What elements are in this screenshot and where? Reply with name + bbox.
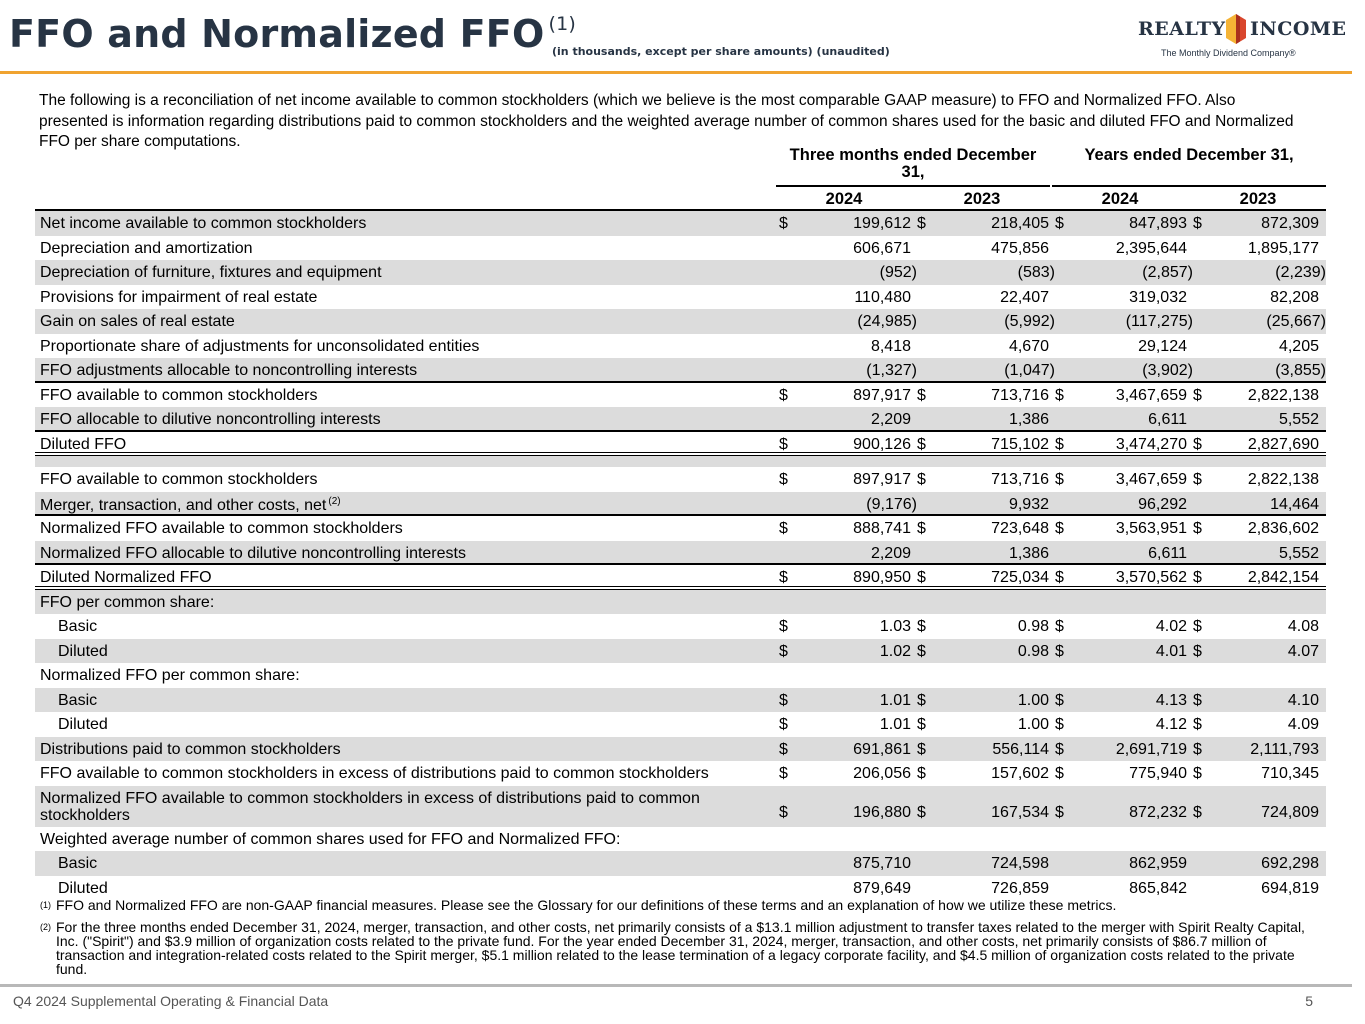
row-label-text: Normalized FFO available to common stockholders in excess of distributions paid to common stockholders <box>40 789 700 824</box>
table-row <box>35 432 1326 457</box>
row-label <box>58 618 97 636</box>
cell-value: 1.00 <box>1017 716 1049 733</box>
intro-paragraph: The following is a reconciliation of net income available to common stockholders (which we believe is the most comparable GAAP measure) to FFO and Normalized FFO. Also presented is information regarding distributions paid to common stockholders and the weighted average number of common shares used for the basic and diluted FFO and Normalized FFO per share computations. <box>39 92 1294 150</box>
footnote-2-text: For the three months ended December 31, 2024, merger, transaction, and other costs, net primarily consists of a $13.1 million adjustment to transfer taxes related to the merger with Spirit Realty Capital, Inc. ("Spirit") and $3.9 million of organization costs related to the private fund. For the year ended December 31, 2024, merger, transaction, and other costs, net primarily consists of $86.7 million of transaction and integration-related costs related to the Spirit merger, $5.1 million related to the lease termination of a legacy corporate facility, and $4.5 million of organization costs related to the private fund. <box>56 919 1305 977</box>
cell-value: 2,395,644 <box>1115 239 1187 257</box>
row-label-text: Weighted average number of common shares used for FFO and Normalized FFO: <box>40 830 621 848</box>
year-header: 2024 <box>1101 190 1139 208</box>
table-row <box>35 516 1326 541</box>
row-label <box>40 436 126 454</box>
cell-value: 475,856 <box>991 239 1049 257</box>
row-label <box>58 643 108 661</box>
cell-value: 157,602 <box>991 765 1049 782</box>
currency-symbol: $ <box>779 386 788 404</box>
row-label <box>40 362 417 380</box>
footer-rule <box>0 984 1352 987</box>
cell-value: 6,611 <box>1148 411 1187 428</box>
currency-symbol: $ <box>779 520 788 537</box>
currency-symbol: $ <box>1193 803 1202 821</box>
currency-symbol: $ <box>1055 740 1064 758</box>
cell-value: 196,880 <box>853 803 911 821</box>
row-label <box>40 471 317 489</box>
cell-value: 14,464 <box>1270 495 1319 513</box>
currency-symbol: $ <box>779 471 788 488</box>
table-row <box>35 786 1326 827</box>
cell-value: 4.13 <box>1155 691 1187 709</box>
row-label-text: Gain on sales of real estate <box>40 313 235 330</box>
currency-symbol: $ <box>1055 618 1064 635</box>
row-label-text: Proportionate share of adjustments for unconsolidated entities <box>40 337 480 355</box>
page-number: 5 <box>1305 993 1313 1009</box>
row-label-text: FFO available to common stockholders <box>40 471 318 488</box>
currency-symbol: $ <box>1055 471 1064 488</box>
row-label-text: Normalized FFO available to common stockholders <box>40 520 403 537</box>
cell-value: (3,902) <box>1142 362 1193 379</box>
cell-value: 725,034 <box>991 569 1049 586</box>
logo-word-left: REALTY <box>1138 18 1226 40</box>
cell-value: 2,822,138 <box>1247 386 1319 404</box>
cell-value: 29,124 <box>1138 337 1187 355</box>
row-label-text: Basic <box>58 855 98 872</box>
row-label <box>40 264 382 282</box>
row-label <box>58 692 97 710</box>
currency-symbol: $ <box>917 642 926 660</box>
cell-value: 724,809 <box>1261 803 1319 821</box>
cell-value: 3,570,562 <box>1115 569 1187 586</box>
cell-value: 4.09 <box>1287 716 1319 733</box>
cell-value: 897,917 <box>853 386 911 404</box>
table-row <box>35 211 1326 236</box>
row-label <box>40 338 479 356</box>
cell-value: 710,345 <box>1261 765 1319 782</box>
cell-value: (1,327) <box>866 362 917 379</box>
cell-value: (24,985) <box>857 313 917 330</box>
row-label-text: FFO per common share: <box>40 593 215 611</box>
cell-value: 1.03 <box>879 618 911 635</box>
currency-symbol: $ <box>917 716 926 733</box>
cell-value: 875,710 <box>853 855 911 872</box>
row-label <box>40 240 253 258</box>
logo-tagline: The Monthly Dividend Company® <box>1161 48 1296 58</box>
currency-symbol: $ <box>917 618 926 635</box>
row-label <box>40 545 466 563</box>
table-row <box>35 663 1326 688</box>
currency-symbol: $ <box>1055 215 1064 232</box>
cell-value: 9,932 <box>1008 495 1049 513</box>
row-label-text: Diluted <box>58 879 108 897</box>
cell-value: 8,418 <box>870 337 911 355</box>
row-label <box>40 496 341 515</box>
row-label <box>40 741 341 759</box>
table-row <box>35 260 1326 285</box>
cell-value: 0.98 <box>1017 618 1049 635</box>
cell-value: (3,855) <box>1275 362 1326 379</box>
currency-symbol: $ <box>917 386 926 404</box>
cell-value: 5,552 <box>1278 544 1319 562</box>
currency-symbol: $ <box>917 691 926 709</box>
currency-symbol: $ <box>1193 765 1202 782</box>
cell-value: (117,275) <box>1125 313 1193 330</box>
row-label <box>40 313 235 331</box>
currency-symbol: $ <box>779 618 788 635</box>
currency-symbol: $ <box>1193 740 1202 758</box>
cell-value: (2,857) <box>1142 264 1193 281</box>
cell-value: 1.01 <box>879 691 911 709</box>
cell-value: 713,716 <box>991 386 1049 404</box>
currency-symbol: $ <box>917 765 926 782</box>
currency-symbol: $ <box>1055 642 1064 660</box>
cell-value: 4.01 <box>1155 642 1187 660</box>
row-label <box>40 387 317 405</box>
year-header: 2024 <box>825 190 863 208</box>
page-title: FFO and Normalized FFO $^{(1)}$ <box>9 12 576 56</box>
cell-value: 1.01 <box>879 716 911 733</box>
cell-value: 713,716 <box>991 471 1049 488</box>
currency-symbol: $ <box>917 471 926 488</box>
footer-report-name: Q4 2024 Supplemental Operating & Financial Data <box>13 993 329 1009</box>
currency-symbol: $ <box>1193 716 1202 733</box>
cell-value: (25,667) <box>1266 313 1326 330</box>
currency-symbol: $ <box>779 691 788 709</box>
currency-symbol: $ <box>1055 386 1064 404</box>
currency-symbol: $ <box>1193 435 1202 453</box>
cell-value: 872,232 <box>1129 803 1187 821</box>
row-label <box>40 765 709 783</box>
cell-value: 847,893 <box>1129 215 1187 232</box>
currency-symbol: $ <box>779 716 788 733</box>
table-row <box>35 712 1326 737</box>
cell-value: (2,239) <box>1275 264 1326 281</box>
cell-value: 862,959 <box>1129 855 1187 872</box>
currency-symbol: $ <box>1193 569 1202 586</box>
cell-value: 888,741 <box>853 520 911 537</box>
cell-value: 2,836,602 <box>1247 520 1319 537</box>
table-row <box>35 358 1326 383</box>
footnote-1 <box>40 898 1320 912</box>
cell-value: 865,842 <box>1129 879 1187 897</box>
logo-mark-icon <box>1224 14 1248 44</box>
cell-value: 2,209 <box>870 411 911 428</box>
row-label-text: FFO allocable to dilutive noncontrolling interests <box>40 411 381 428</box>
table-row <box>35 334 1326 359</box>
row-label-text: FFO available to common stockholders in excess of distributions paid to common stockholders <box>40 765 709 782</box>
cell-value: 900,126 <box>853 435 911 453</box>
table-row <box>35 467 1326 492</box>
page-subtitle: (in thousands, except per share amounts) (unaudited) <box>552 45 890 58</box>
row-label <box>40 594 214 612</box>
currency-symbol: $ <box>779 569 788 586</box>
cell-value: 2,827,690 <box>1247 435 1319 453</box>
footnote-2-mark: (2) <box>40 922 51 932</box>
row-label <box>40 289 317 307</box>
cell-value: 218,405 <box>991 215 1049 232</box>
cell-value: 897,917 <box>853 471 911 488</box>
year-header: 2023 <box>1239 190 1277 208</box>
header-rule <box>0 71 1352 74</box>
cell-value: 4.07 <box>1287 642 1319 660</box>
cell-value: 691,861 <box>853 740 911 758</box>
column-group-rule <box>1052 185 1326 187</box>
cell-value: 96,292 <box>1138 495 1187 513</box>
cell-value: 82,208 <box>1270 288 1319 306</box>
cell-value: 2,822,138 <box>1247 471 1319 488</box>
cell-value: (952) <box>879 264 917 281</box>
row-label-text: FFO adjustments allocable to noncontrolling interests <box>40 362 418 379</box>
table-row <box>35 590 1326 615</box>
row-label <box>58 716 108 734</box>
row-label-text: Diluted <box>58 716 108 733</box>
currency-symbol: $ <box>1193 215 1202 232</box>
cell-value: 2,691,719 <box>1115 740 1187 758</box>
logo-word-right: INCOME <box>1250 18 1347 40</box>
cell-value: (9,176) <box>866 495 917 513</box>
row-label-text: Provisions for impairment of real estate <box>40 288 318 306</box>
column-group-years: Years ended December 31, <box>1084 146 1294 164</box>
table-row <box>35 639 1326 664</box>
cell-value: 206,056 <box>853 765 911 782</box>
cell-value: 694,819 <box>1261 879 1319 897</box>
row-label <box>58 855 97 873</box>
cell-value: 715,102 <box>991 435 1049 453</box>
row-label-text: Depreciation of furniture, fixtures and equipment <box>40 264 382 281</box>
table-row <box>35 565 1326 590</box>
row-label <box>40 790 760 824</box>
column-group-three-months: Three months ended December 31, <box>789 146 1037 181</box>
footnote-2 <box>40 920 1320 976</box>
row-label-text: Diluted <box>58 642 108 660</box>
ffo-reconciliation-table <box>35 209 1326 900</box>
currency-symbol: $ <box>1055 765 1064 782</box>
table-row <box>35 407 1326 432</box>
row-label-text: Depreciation and amortization <box>40 239 253 257</box>
cell-value: 4.08 <box>1287 618 1319 635</box>
row-label <box>40 520 403 538</box>
row-label <box>40 667 300 685</box>
cell-value: 2,842,154 <box>1247 569 1319 586</box>
cell-value: 6,611 <box>1148 544 1187 562</box>
cell-value: 3,563,951 <box>1115 520 1187 537</box>
cell-value: 879,649 <box>853 879 911 897</box>
cell-value: 4,205 <box>1278 337 1319 355</box>
table-spacer-row <box>35 456 1326 467</box>
column-group-rule <box>776 185 1050 187</box>
row-label-text: Basic <box>58 691 98 709</box>
currency-symbol: $ <box>917 435 926 453</box>
row-label-text: Basic <box>58 618 98 635</box>
cell-value: 4.12 <box>1155 716 1187 733</box>
table-row <box>35 309 1326 334</box>
table-row <box>35 737 1326 762</box>
cell-value: 5,552 <box>1278 411 1319 428</box>
row-label-text: Normalized FFO per common share: <box>40 667 300 684</box>
table-row <box>35 614 1326 639</box>
cell-value: 1,386 <box>1008 411 1049 428</box>
cell-value: 1,895,177 <box>1247 239 1319 257</box>
row-label <box>40 569 212 587</box>
currency-symbol: $ <box>1193 471 1202 488</box>
table-row <box>35 761 1326 786</box>
cell-value: 1,386 <box>1008 544 1049 562</box>
cell-value: 606,671 <box>853 239 911 257</box>
currency-symbol: $ <box>917 740 926 758</box>
cell-value: 726,859 <box>991 879 1049 897</box>
cell-value: (5,992) <box>1004 313 1055 330</box>
year-header: 2023 <box>963 190 1001 208</box>
currency-symbol: $ <box>917 520 926 537</box>
table-row <box>35 236 1326 261</box>
cell-value: 2,209 <box>870 544 911 562</box>
currency-symbol: $ <box>779 740 788 758</box>
currency-symbol: $ <box>1193 520 1202 537</box>
cell-value: (1,047) <box>1004 362 1055 379</box>
cell-value: 724,598 <box>991 855 1049 872</box>
cell-value: 319,032 <box>1129 288 1187 306</box>
table-row <box>35 285 1326 310</box>
currency-symbol: $ <box>1055 691 1064 709</box>
currency-symbol: $ <box>1193 618 1202 635</box>
currency-symbol: $ <box>779 642 788 660</box>
footnote-1-mark: (1) <box>40 900 51 910</box>
table-row <box>35 383 1326 408</box>
table-row <box>35 851 1326 876</box>
currency-symbol: $ <box>779 803 788 821</box>
currency-symbol: $ <box>917 569 926 586</box>
cell-value: 1.00 <box>1017 691 1049 709</box>
table-row <box>35 541 1326 566</box>
currency-symbol: $ <box>1055 569 1064 586</box>
table-row <box>35 827 1326 852</box>
row-label-text: Normalized FFO allocable to dilutive noncontrolling interests <box>40 544 466 562</box>
footnote-1-text: FFO and Normalized FFO are non-GAAP financial measures. Please see the Glossary for our definitions of these terms and an explanation of how we utilize these metrics. <box>56 897 1117 913</box>
cell-value: 167,534 <box>991 803 1049 821</box>
cell-value: 4.10 <box>1287 691 1319 709</box>
cell-value: 2,111,793 <box>1250 740 1319 758</box>
row-label-text: Net income available to common stockholders <box>40 215 367 232</box>
cell-value: (583) <box>1017 264 1055 281</box>
row-label-text: Diluted FFO <box>40 435 127 453</box>
cell-value: 3,474,270 <box>1115 435 1187 453</box>
cell-value: 110,480 <box>854 288 911 306</box>
cell-value: 0.98 <box>1017 642 1049 660</box>
row-footnote-mark: (2) <box>328 495 341 507</box>
row-label-text: Distributions paid to common stockholders <box>40 740 341 758</box>
cell-value: 3,467,659 <box>1115 386 1187 404</box>
currency-symbol: $ <box>779 215 788 232</box>
currency-symbol: $ <box>1055 803 1064 821</box>
cell-value: 556,114 <box>992 740 1049 758</box>
row-label-text: Merger, transaction, and other costs, net <box>40 496 327 514</box>
cell-value: 3,467,659 <box>1115 471 1187 488</box>
realty-income-logo <box>1138 14 1347 62</box>
currency-symbol: $ <box>1193 691 1202 709</box>
currency-symbol: $ <box>1055 435 1064 453</box>
cell-value: 890,950 <box>853 569 911 586</box>
currency-symbol: $ <box>779 435 788 453</box>
row-label <box>40 215 366 233</box>
row-label-text: Diluted Normalized FFO <box>40 569 212 586</box>
cell-value: 4.02 <box>1155 618 1187 635</box>
cell-value: 1.02 <box>879 642 911 660</box>
cell-value: 723,648 <box>991 520 1049 537</box>
cell-value: 4,670 <box>1008 337 1049 355</box>
currency-symbol: $ <box>917 803 926 821</box>
currency-symbol: $ <box>1055 520 1064 537</box>
title-footnote-mark: (1) <box>548 13 576 35</box>
cell-value: 22,407 <box>1000 288 1049 306</box>
row-label-text: FFO available to common stockholders <box>40 386 318 404</box>
row-label <box>40 411 381 429</box>
row-label <box>40 831 620 849</box>
currency-symbol: $ <box>1055 716 1064 733</box>
cell-value: 775,940 <box>1129 765 1187 782</box>
currency-symbol: $ <box>917 215 926 232</box>
currency-symbol: $ <box>1193 386 1202 404</box>
currency-symbol: $ <box>1193 642 1202 660</box>
table-row <box>35 688 1326 713</box>
row-label <box>58 880 108 898</box>
cell-value: 872,309 <box>1261 215 1319 232</box>
cell-value: 692,298 <box>1261 855 1319 872</box>
currency-symbol: $ <box>779 765 788 782</box>
table-row <box>35 492 1326 517</box>
cell-value: 199,612 <box>853 215 911 232</box>
